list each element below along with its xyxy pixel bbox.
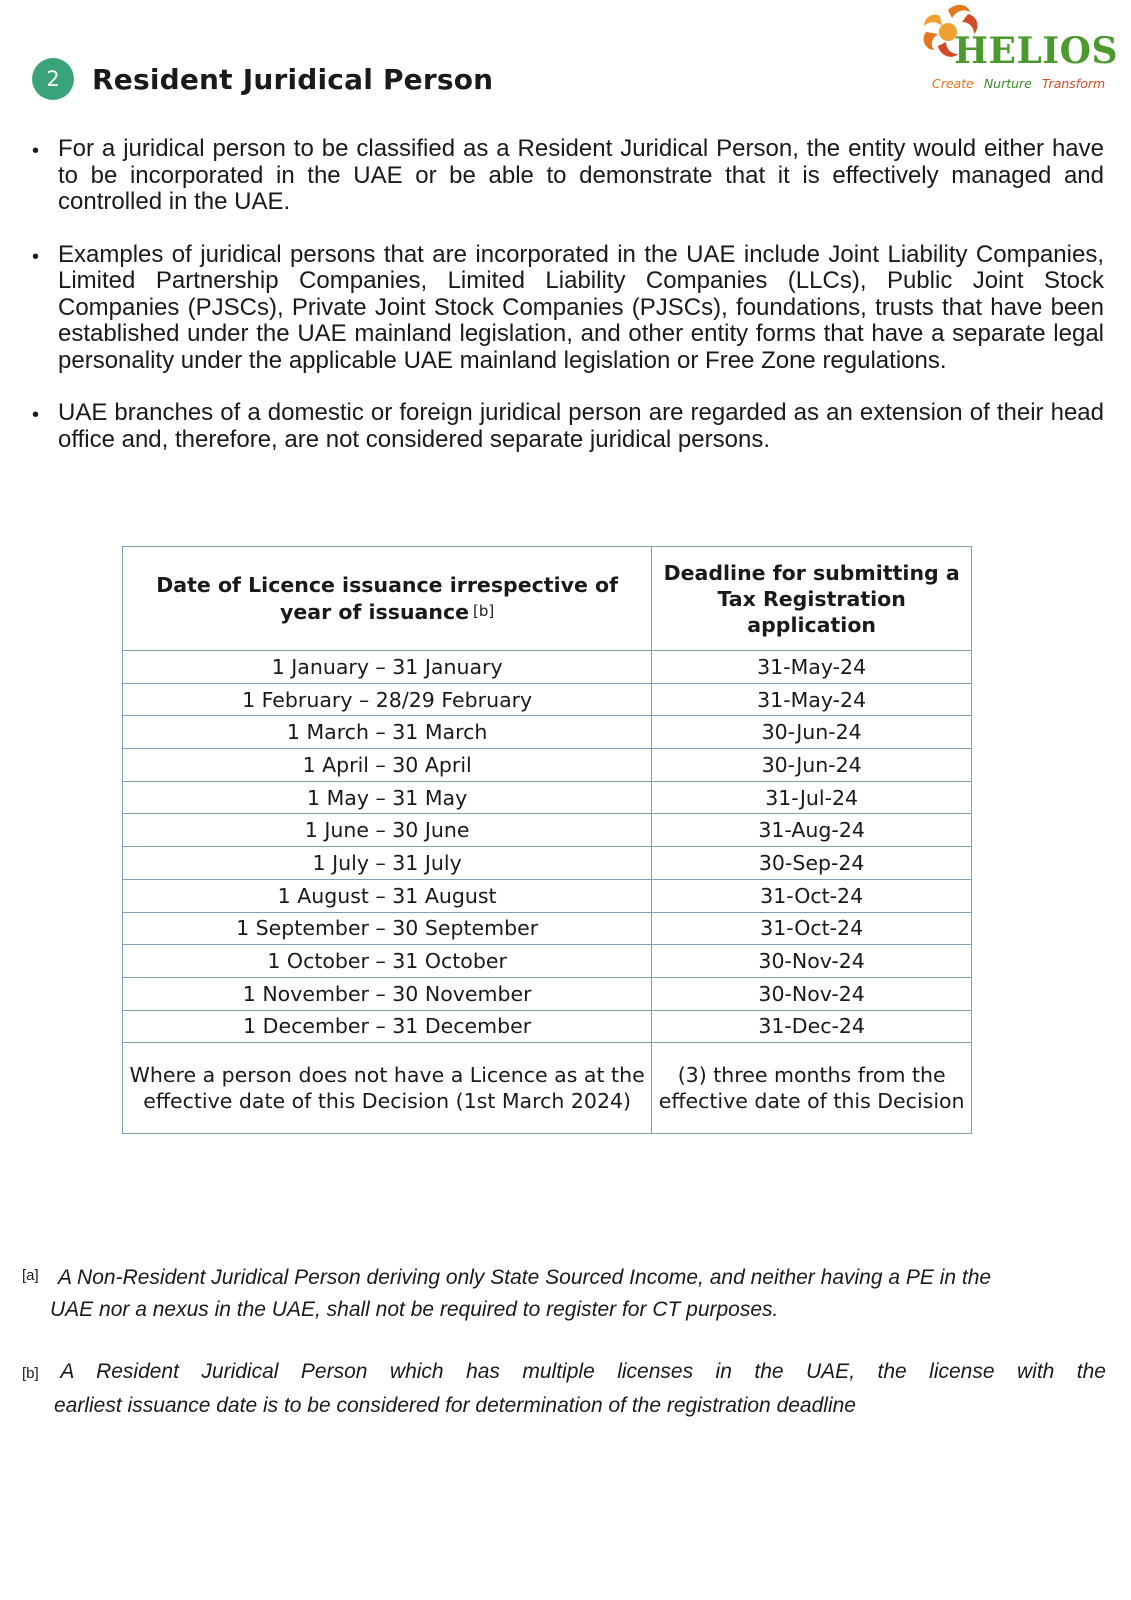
cell-licence-period: 1 August – 31 August <box>123 879 652 912</box>
tagline-nurture: Nurture <box>983 76 1032 91</box>
table-row <box>123 977 972 1010</box>
cell-licence-period: 1 March – 31 March <box>123 716 652 749</box>
bullet-item: • For a juridical person to be classified as a Resident Juridical Person, the entity would either have to be incorporated in the UAE or be able to demonstrate that it is effectively managed and controlled in the UAE. <box>30 136 1104 216</box>
cell-licence-period: 1 October – 31 October <box>123 945 652 978</box>
page-title: Resident Juridical Person <box>92 62 494 96</box>
table-row <box>123 847 972 880</box>
table-row <box>123 716 972 749</box>
table-row <box>123 879 972 912</box>
footnote-b <box>22 1356 1106 1422</box>
footnote-mark-b: [b] <box>22 1365 39 1382</box>
table-row <box>123 912 972 945</box>
cell-licence-period: 1 January – 31 January <box>123 651 652 684</box>
cell-licence-period: 1 December – 31 December <box>123 1010 652 1043</box>
section-number-badge: 2 <box>32 58 74 100</box>
cell-deadline: 30-Jun-24 <box>652 749 972 782</box>
cell-licence-period: 1 July – 31 July <box>123 847 652 880</box>
cell-deadline: 31-May-24 <box>652 683 972 716</box>
table-row <box>123 945 972 978</box>
header-deadline: Deadline for submitting a Tax Registration application <box>652 547 972 651</box>
cell-deadline: 31-May-24 <box>652 651 972 684</box>
footnote-b-line1: A Resident Juridical Person which has multiple licenses in the UAE, the license with the <box>60 1360 1106 1383</box>
footnote-a <box>22 1262 1106 1326</box>
cell-licence-period: 1 February – 28/29 February <box>123 683 652 716</box>
bullet-item: • Examples of juridical persons that are incorporated in the UAE include Joint Liability Companies, Limited Partnership Companies, Limited Liability Companies (LLCs), Public Joint Stock Companies (PJSCs), Private Joint Stock Companies (PJSCs), foundations, trusts that have been established under the UAE mainland legislation, and other entity forms that have a separate legal personality under the applicable UAE mainland legislation or Free Zone regulations. <box>30 242 1104 375</box>
cell-deadline: 31-Dec-24 <box>652 1010 972 1043</box>
cell-deadline: 30-Jun-24 <box>652 716 972 749</box>
cell-licence-period: 1 April – 30 April <box>123 749 652 782</box>
table-row <box>123 1043 972 1134</box>
cell-deadline: 30-Nov-24 <box>652 977 972 1010</box>
table-row <box>123 749 972 782</box>
logo-tagline <box>932 76 1105 91</box>
registration-deadline-table <box>122 546 972 1134</box>
logo-wordmark: HELIOS <box>954 30 1118 72</box>
cell-deadline: 31-Aug-24 <box>652 814 972 847</box>
cell-deadline: 31-Oct-24 <box>652 879 972 912</box>
footnotes <box>22 1262 1106 1422</box>
footnote-a-line1: A Non-Resident Juridical Person deriving only State Sourced Income, and neither having a PE in the <box>58 1266 992 1289</box>
section-header <box>32 58 493 100</box>
footnote-a-line2: UAE nor a nexus in the UAE, shall not be required to register for CT purposes. <box>50 1298 779 1321</box>
cell-deadline: (3) three months from the effective date of this Decision <box>652 1043 972 1134</box>
table-row <box>123 781 972 814</box>
table-row <box>123 683 972 716</box>
cell-licence-period: Where a person does not have a Licence as at the effective date of this Decision (1st March 2024) <box>123 1043 652 1134</box>
cell-deadline: 30-Sep-24 <box>652 847 972 880</box>
footnote-mark-a: [a] <box>22 1267 39 1284</box>
tagline-create: Create <box>932 76 974 91</box>
helios-logo <box>918 2 1124 92</box>
cell-licence-period: 1 November – 30 November <box>123 977 652 1010</box>
table-header-row <box>123 547 972 651</box>
cell-licence-period: 1 June – 30 June <box>123 814 652 847</box>
footnote-b-line2: earliest issuance date is to be considered for determination of the registration deadline <box>54 1394 856 1417</box>
footnote-ref-b: [b] <box>473 602 495 620</box>
cell-licence-period: 1 September – 30 September <box>123 912 652 945</box>
table-row <box>123 651 972 684</box>
table-row <box>123 814 972 847</box>
cell-licence-period: 1 May – 31 May <box>123 781 652 814</box>
bullet-item: • UAE branches of a domestic or foreign juridical person are regarded as an extension of their head office and, therefore, are not considered separate juridical persons. <box>30 400 1104 453</box>
header-licence-date: Date of Licence issuance irrespective of year of issuance [b] <box>123 547 652 651</box>
cell-deadline: 30-Nov-24 <box>652 945 972 978</box>
cell-deadline: 31-Jul-24 <box>652 781 972 814</box>
table-row <box>123 1010 972 1043</box>
tagline-transform: Transform <box>1041 76 1106 91</box>
cell-deadline: 31-Oct-24 <box>652 912 972 945</box>
bullet-list <box>30 136 1104 479</box>
